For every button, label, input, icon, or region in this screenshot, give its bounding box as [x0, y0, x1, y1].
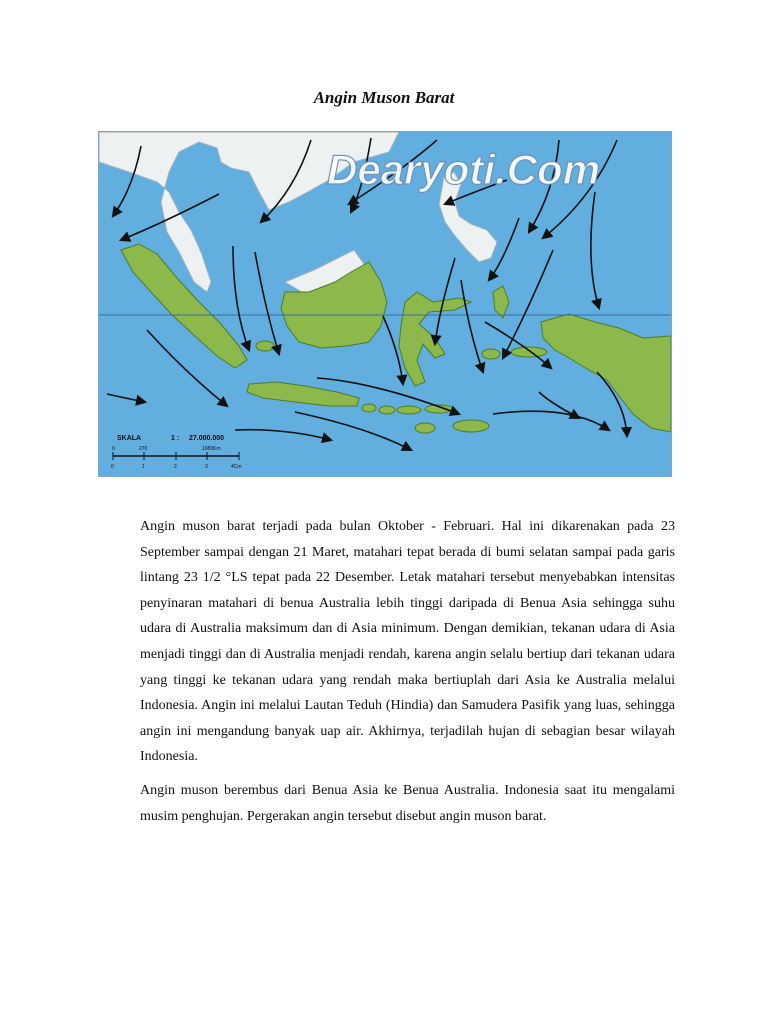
page-title: Angin Muson Barat: [313, 88, 455, 107]
map-svg: [99, 132, 671, 476]
scale-km-0: 0: [112, 446, 115, 452]
scale-km-1: 270: [139, 446, 148, 452]
body-text: [140, 514, 675, 837]
scale-km-2: 1080Km: [202, 446, 221, 452]
scale-label: SKALA: [117, 435, 142, 442]
watermark: Dearyoti.Com: [327, 146, 601, 193]
buru: [482, 349, 500, 359]
seram: [511, 347, 547, 357]
monsoon-map: [98, 131, 672, 477]
scale-cm-1: 1: [142, 464, 145, 470]
scale-separator: 1 :: [171, 435, 180, 442]
paragraph-1: Angin muson barat terjadi pada bulan Oktober - Februari. Hal ini dikarenakan pada 23 September sampai dengan 21 Maret, matahari tepat berada di bumi selatan sampai pada garis lintang 23 1/2 °LS tepat pada 22 Desember. Letak matahari tersebut menyebabkan intensitas penyinaran matahari di benua Australia lebih tinggi daripada di Benua Asia sehingga suhu udara di Australia maksimum dan di Asia minimum. Dengan demikian, tekanan udara di Asia menjadi tinggi dan di Australia menjadi rendah, karena angin selalu bertiup dari tekanan udara yang tinggi ke tekanan udara yang rendah maka bertiuplah dari Asia ke Australia melalui Indonesia. Angin ini melalui Lautan Teduh (Hindia) dan Samudera Pasifik yang luas, sehingga angin ini mengandung banyak uap air. Akhirnya, terjadilah hujan di sebagian besar wilayah Indonesia.: [140, 519, 675, 765]
scale-cm-0: 0: [111, 464, 114, 470]
scale-cm-2: 2: [174, 464, 177, 470]
scale-cm-3: 3: [205, 464, 208, 470]
paragraph-2: Angin muson berembus dari Benua Asia ke Benua Australia. Indonesia saat itu mengalami musim penghujan. Pergerakan angin tersebut disebut angin muson barat.: [140, 782, 675, 824]
bangka: [256, 341, 274, 351]
scale-value: 27.000.000: [189, 435, 225, 442]
scale-cm-4: 4Cm: [231, 464, 242, 470]
